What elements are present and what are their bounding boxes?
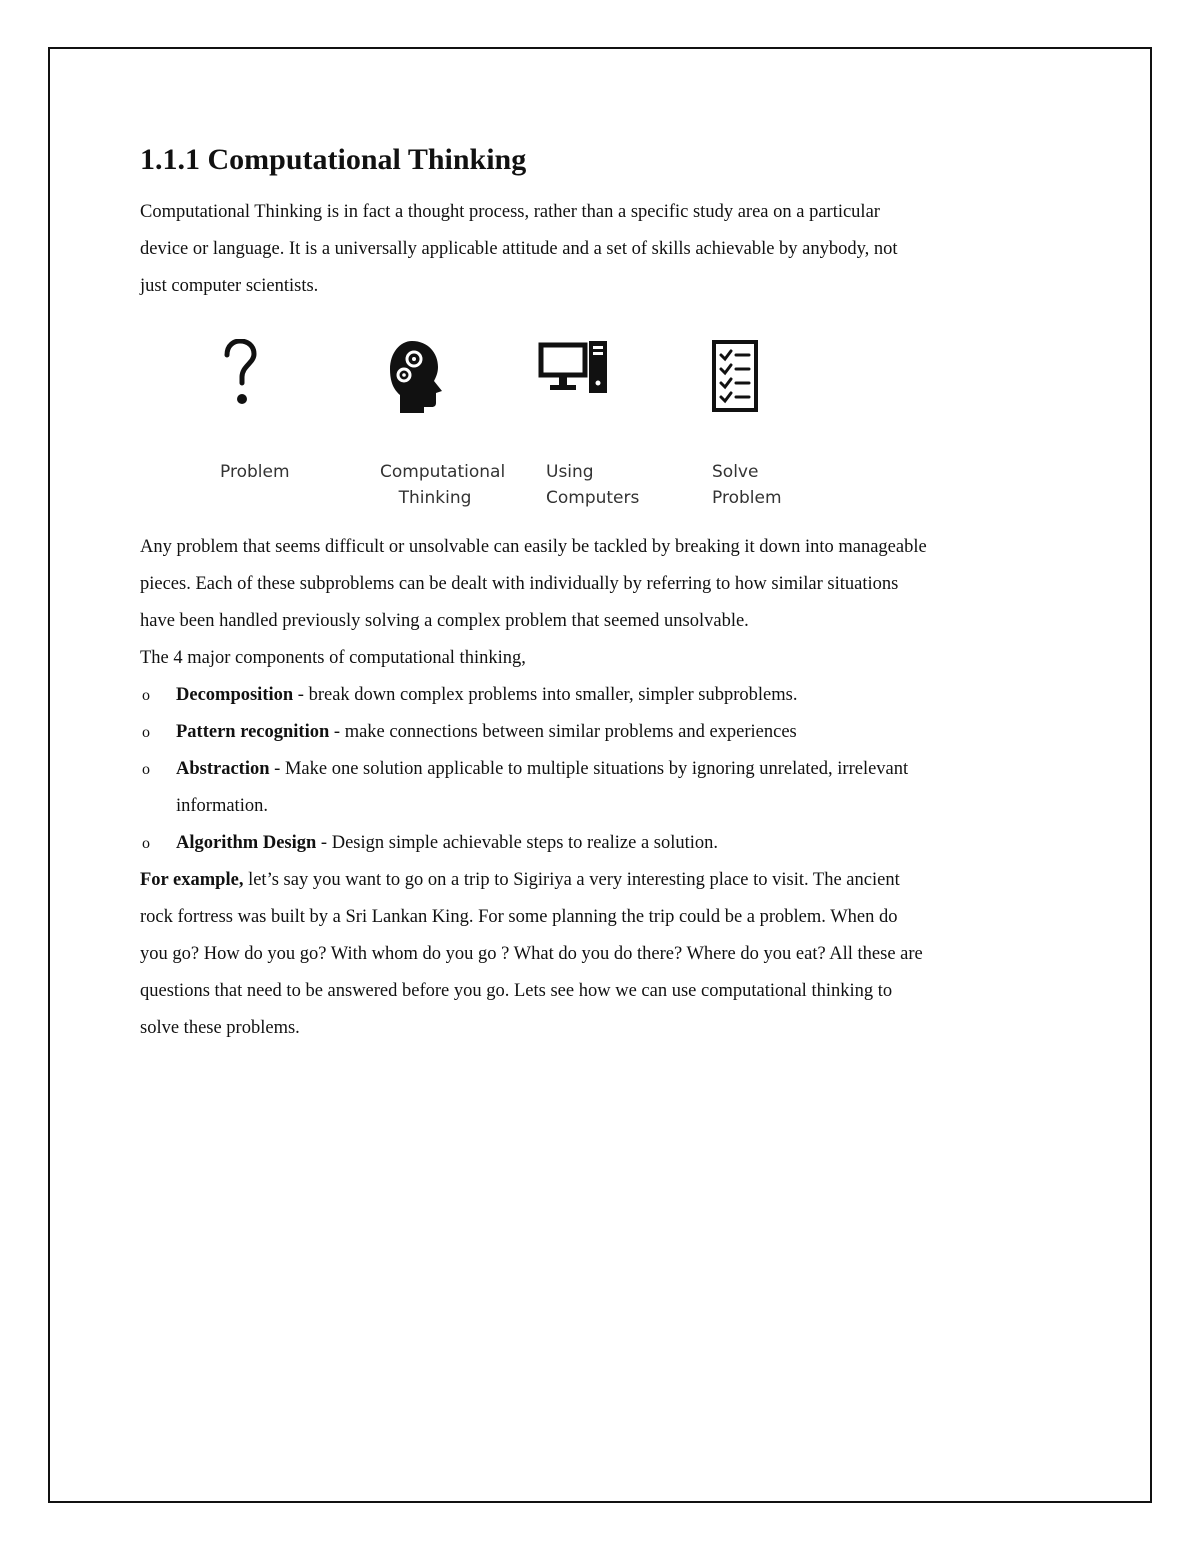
intro-paragraph — [140, 194, 1070, 305]
problem-line: Any problem that seems difficult or unsolvable can easily be tackled by breaking it down into manageable — [140, 537, 927, 557]
component-term: Algorithm Design — [176, 833, 317, 853]
intro-line: just computer scientists. — [140, 276, 319, 296]
example-line: rock fortress was built by a Sri Lankan King. For some planning the trip could be a problem. When do — [140, 907, 898, 927]
figure-label: Using Computers — [546, 462, 640, 508]
list-item-decomposition — [140, 677, 1070, 714]
bullet-marker: o — [142, 687, 150, 704]
example-line: you go? How do you go? With whom do you go ? What do you do there? Where do you eat? All these are — [140, 944, 923, 964]
section-heading: 1.1.1 Computational Thinking — [140, 143, 527, 176]
checklist-icon — [711, 339, 759, 413]
example-line — [140, 862, 1070, 899]
list-item-pattern-recognition — [140, 714, 1070, 751]
component-term: Pattern recognition — [176, 722, 330, 742]
figure-label: Solve Problem — [712, 462, 782, 508]
example-line: questions that need to be answered before you go. Lets see how we can use computational thinking to — [140, 981, 893, 1001]
component-term: Decomposition — [176, 685, 294, 705]
example-label: For example, — [140, 870, 244, 890]
problem-line: have been handled previously solving a complex problem that seemed unsolvable. — [140, 611, 749, 631]
computer-icon — [538, 339, 610, 395]
problem-line: pieces. Each of these subproblems can be dealt with individually by referring to how similar situations — [140, 574, 899, 594]
component-description: - make connections between similar problems and experiences — [329, 722, 797, 742]
intro-line: Computational Thinking is in fact a thought process, rather than a specific study area on a particular — [140, 202, 880, 222]
problem-paragraph — [140, 529, 1070, 640]
computational-thinking-figure — [140, 317, 1070, 527]
document-body — [140, 140, 1070, 1047]
figure-label: Computational Thinking — [380, 462, 506, 508]
example-line: solve these problems. — [140, 1018, 300, 1038]
example-paragraph — [140, 862, 1070, 1047]
components-list — [140, 677, 1070, 862]
component-description: - Make one solution applicable to multiple situations by ignoring unrelated, irrelevant — [269, 759, 909, 779]
components-intro: The 4 major components of computational thinking, — [140, 648, 526, 668]
component-description-continued: information. — [176, 796, 268, 816]
figure-label: Problem — [220, 462, 290, 482]
question-mark-icon — [222, 339, 258, 409]
list-item-algorithm-design — [140, 825, 1070, 862]
intro-line: device or language. It is a universally applicable attitude and a set of skills achievable by anybody, not — [140, 239, 898, 259]
list-item-abstraction — [140, 751, 1070, 825]
example-text: let’s say you want to go on a trip to Sigiriya a very interesting place to visit. The ancient — [243, 870, 900, 890]
head-gears-icon — [388, 339, 444, 413]
bullet-marker: o — [142, 761, 150, 778]
component-term: Abstraction — [176, 759, 270, 779]
bullet-marker: o — [142, 835, 150, 852]
component-description: - break down complex problems into smaller, simpler subproblems. — [293, 685, 798, 705]
component-description: - Design simple achievable steps to realize a solution. — [316, 833, 719, 853]
bullet-marker: o — [142, 724, 150, 741]
